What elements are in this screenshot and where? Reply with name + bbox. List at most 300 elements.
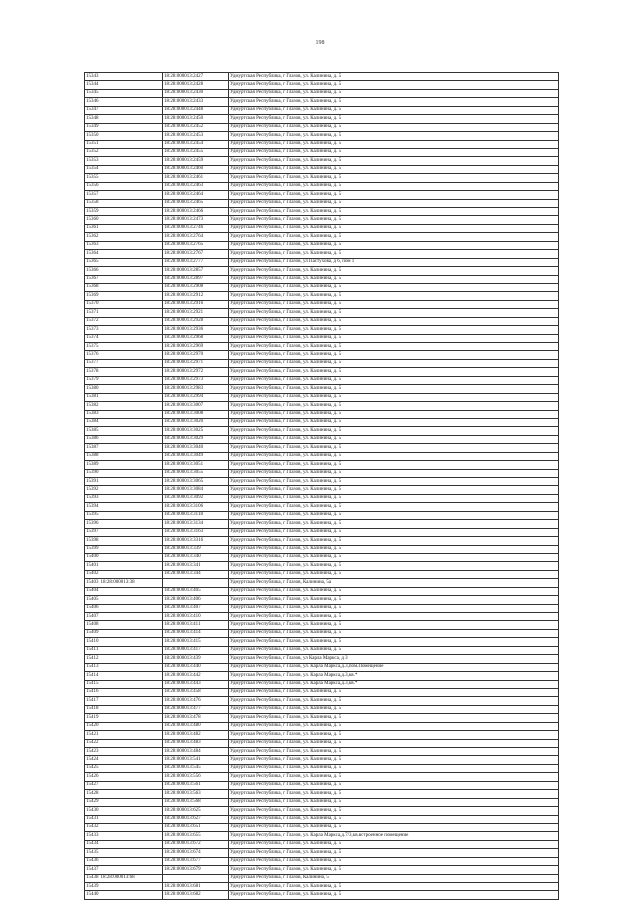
table-row bbox=[85, 520, 559, 528]
cadastral-number-cell: 18:28:000013:3092 bbox=[163, 494, 229, 502]
address-cell: Удмуртская Республика, г Глазов, ул. Калинина, д. 5 bbox=[229, 520, 559, 528]
record-number-cell bbox=[85, 655, 163, 663]
table-row bbox=[85, 857, 559, 865]
record-number-cell bbox=[85, 528, 163, 536]
record-number: 15346 bbox=[86, 98, 99, 104]
record-number: 15436 bbox=[86, 858, 99, 864]
record-number: 15371 bbox=[86, 309, 99, 315]
cadastral-number-cell: 18:28:000013:3049 bbox=[163, 452, 229, 460]
record-number-cell bbox=[85, 309, 163, 317]
table-row bbox=[85, 300, 559, 308]
cadastral-number-cell: 18:28:000013:2971 bbox=[163, 359, 229, 367]
table-row bbox=[85, 309, 559, 317]
record-number-cell bbox=[85, 815, 163, 823]
cadastral-number-cell: 18:28:000013:344 bbox=[163, 570, 229, 578]
table-row bbox=[85, 680, 559, 688]
record-number-cell bbox=[85, 165, 163, 173]
table-row bbox=[85, 89, 559, 97]
record-number-cell bbox=[85, 81, 163, 89]
cadastral-number-cell: 18:28:000013:2427 bbox=[163, 73, 229, 81]
record-number-cell bbox=[85, 469, 163, 477]
address-cell: Удмуртская Республика, г Глазов, ул. Калинина, д. 5 bbox=[229, 823, 559, 831]
address-cell: Удмуртская Республика, г Глазов, ул. Калинина, д. 5 bbox=[229, 250, 559, 258]
record-number: 15361 bbox=[86, 225, 99, 231]
record-number: 15400 bbox=[86, 554, 99, 560]
cadastral-number-cell: 18:28:000013:410 bbox=[163, 613, 229, 621]
record-number-cell bbox=[85, 587, 163, 595]
record-number-cell bbox=[85, 115, 163, 123]
cadastral-number-cell: 18:28:000013:2983 bbox=[163, 385, 229, 393]
cadastral-number-cell: 18:28:000013:2764 bbox=[163, 233, 229, 241]
record-number-cell bbox=[85, 250, 163, 258]
record-number: 15359 bbox=[86, 208, 99, 214]
cadastral-number-cell: 18:28:000013:2453 bbox=[163, 132, 229, 140]
record-number: 15431 bbox=[86, 816, 99, 822]
cadastral-number-cell: 18:28:000013:2968 bbox=[163, 334, 229, 342]
record-number-cell bbox=[85, 73, 163, 81]
cadastral-number-cell: 18:28:000013:2459 bbox=[163, 157, 229, 165]
record-number: 15402 bbox=[86, 571, 99, 577]
address-cell: Удмуртская Республика, г Глазов, ул. Калинина, д. 5 bbox=[229, 857, 559, 865]
table-row bbox=[85, 511, 559, 519]
record-number-cell bbox=[85, 326, 163, 334]
table-row bbox=[85, 224, 559, 232]
record-number-cell bbox=[85, 570, 163, 578]
record-number-cell bbox=[85, 629, 163, 637]
record-number-cell bbox=[85, 562, 163, 570]
address-cell: Удмуртская Республика, г Глазов, ул. Калинина, д. 5 bbox=[229, 840, 559, 848]
cadastral-number-cell: 18:28:000013:3008 bbox=[163, 410, 229, 418]
record-number-cell bbox=[85, 790, 163, 798]
record-number: 15385 bbox=[86, 427, 99, 433]
record-number-cell bbox=[85, 672, 163, 680]
cadastral-number-cell: 18:28:000013:405 bbox=[163, 587, 229, 595]
address-cell: Удмуртская Республика, г Глазов, ул. Калинина, д. 5 bbox=[229, 435, 559, 443]
cadastral-number-cell: 18:28:000013:483 bbox=[163, 739, 229, 747]
address-cell: Удмуртская Республика, г Глазов, ул. Калинина, д. 5 bbox=[229, 199, 559, 207]
address-cell: Удмуртская Республика, г Глазов, Калинина, 5 bbox=[229, 874, 559, 882]
address-cell: Удмуртская Республика, г Глазов, ул. Калинина, д. 5 bbox=[229, 241, 559, 249]
record-number: 15348 bbox=[86, 115, 99, 121]
address-cell: Удмуртская Республика, г Глазов, ул. Калинина, д. 5 bbox=[229, 402, 559, 410]
record-number-cell bbox=[85, 444, 163, 452]
record-number-cell bbox=[85, 604, 163, 612]
record-number: 15401 bbox=[86, 562, 99, 568]
cadastral-number-cell: 18:28:000013:2972 bbox=[163, 368, 229, 376]
table-row bbox=[85, 722, 559, 730]
address-cell: Удмуртская Республика, г Глазов, ул. Калинина, д. 5 bbox=[229, 334, 559, 342]
record-number: 15387 bbox=[86, 444, 99, 450]
cadastral-number-cell: 18:28:000013:679 bbox=[163, 866, 229, 874]
record-number-cell bbox=[85, 545, 163, 553]
record-number-cell bbox=[85, 697, 163, 705]
cadastral-number-cell: 18:28:000013:3040 bbox=[163, 444, 229, 452]
record-number-cell bbox=[85, 807, 163, 815]
record-number: 15350 bbox=[86, 132, 99, 138]
address-cell: Удмуртская Республика, г Глазов, ул. Калинина, д. 5 bbox=[229, 545, 559, 553]
address-cell: Удмуртская Республика, г Глазов, ул. Калинина, д. 5 bbox=[229, 89, 559, 97]
address-cell: Удмуртская Республика, г Глазов, ул. Калинина, д. 5 bbox=[229, 132, 559, 140]
address-cell: Удмуртская Республика, г Глазов, ул. Калинина, д. 5 bbox=[229, 444, 559, 452]
address-cell: Удмуртская Республика, г Глазов, ул. Калинина, д. 5 bbox=[229, 376, 559, 384]
address-cell: Удмуртская Республика, г Глазов, ул. Калинина, д. 5 bbox=[229, 705, 559, 713]
record-number: 15384 bbox=[86, 419, 99, 425]
table-row bbox=[85, 182, 559, 190]
record-number: 15395 bbox=[86, 512, 99, 518]
cadastral-number-cell: 18:28:000013:627 bbox=[163, 815, 229, 823]
cadastral-number-cell: 18:28:000013:3316 bbox=[163, 537, 229, 545]
cadastral-number-cell: 18:28:000013:3065 bbox=[163, 478, 229, 486]
address-cell: Удмуртская Республика, г Глазов, ул. Калинина, д. 5 bbox=[229, 115, 559, 123]
record-number-cell bbox=[85, 764, 163, 772]
record-number-cell bbox=[85, 714, 163, 722]
record-number-cell bbox=[85, 596, 163, 604]
table-row bbox=[85, 283, 559, 291]
record-number-cell bbox=[85, 452, 163, 460]
table-row bbox=[85, 553, 559, 561]
record-number: 15365 bbox=[86, 259, 99, 265]
address-cell: Удмуртская Республика, г Глазов, ул. Калинина, д. 5 bbox=[229, 697, 559, 705]
address-cell: Удмуртская Республика, г Глазов, ул. Калинина, д. 5 bbox=[229, 368, 559, 376]
cadastral-number-cell: 18:28:000013:480 bbox=[163, 722, 229, 730]
address-cell: Удмуртская Республика, г Глазов, ул. Калинина, д. 5 bbox=[229, 613, 559, 621]
cadastral-number-cell: 18:28:000013:677 bbox=[163, 857, 229, 865]
record-number: 15382 bbox=[86, 402, 99, 408]
cadastral-number-cell: 18:28:000013:2465 bbox=[163, 199, 229, 207]
record-number: 15420 bbox=[86, 723, 99, 729]
record-number-cell bbox=[85, 199, 163, 207]
record-number-cell bbox=[85, 376, 163, 384]
address-cell: Удмуртская Республика, г Глазов, ул. Калинина, д. 5 bbox=[229, 233, 559, 241]
record-number-cell bbox=[85, 216, 163, 224]
address-cell: Удмуртская Республика, г Глазов, ул. Калинина, д. 5 bbox=[229, 883, 559, 891]
address-cell: Удмуртская Республика, г Глазов, ул. Калинина, д. 5 bbox=[229, 73, 559, 81]
address-cell: Удмуртская Республика, г Глазов, ул. Калинина, д. 5 bbox=[229, 98, 559, 106]
address-cell: Удмуртская Республика, г Глазов, ул. Калинина, д. 5 bbox=[229, 393, 559, 401]
table-row bbox=[85, 798, 559, 806]
previous-cadastral-number: 18:28:000013:68 bbox=[100, 875, 135, 881]
cadastral-number-cell: 18:28:000013:476 bbox=[163, 697, 229, 705]
record-number-cell bbox=[85, 461, 163, 469]
record-number: 15373 bbox=[86, 326, 99, 332]
record-number: 15404 bbox=[86, 588, 99, 594]
record-number: 15393 bbox=[86, 495, 99, 501]
table-row bbox=[85, 714, 559, 722]
cadastral-number-cell: 18:28:000013:2994 bbox=[163, 393, 229, 401]
record-number: 15345 bbox=[86, 90, 99, 96]
record-number: 15408 bbox=[86, 621, 99, 627]
record-number-cell bbox=[85, 840, 163, 848]
table-row bbox=[85, 292, 559, 300]
address-cell: Удмуртская Республика, г Глазов, ул. Калинина, д. 5 bbox=[229, 123, 559, 131]
table-row bbox=[85, 579, 559, 587]
cadastral-number-cell: 18:28:000013:2936 bbox=[163, 326, 229, 334]
cadastral-number-cell: 18:28:000013:443 bbox=[163, 680, 229, 688]
record-number-cell bbox=[85, 283, 163, 291]
table-row bbox=[85, 132, 559, 140]
record-number: 15440 bbox=[86, 891, 99, 897]
record-number: 15378 bbox=[86, 368, 99, 374]
cadastral-number-cell: 18:28:000013:2765 bbox=[163, 241, 229, 249]
table-row bbox=[85, 317, 559, 325]
record-number: 15409 bbox=[86, 630, 99, 636]
table-row bbox=[85, 393, 559, 401]
table-row bbox=[85, 613, 559, 621]
record-number-cell bbox=[85, 798, 163, 806]
table-row bbox=[85, 343, 559, 351]
address-cell: Удмуртская Республика, г Глазов, ул. Калинина, д. 5 bbox=[229, 528, 559, 536]
record-number: 15389 bbox=[86, 461, 99, 467]
table-row bbox=[85, 748, 559, 756]
address-cell: Удмуртская Республика, г Глазов, ул. Калинина, д. 5 bbox=[229, 503, 559, 511]
address-cell: Удмуртская Республика, г Глазов, ул. Калинина, д. 5 bbox=[229, 174, 559, 182]
address-cell: Удмуртская Республика, г Глазов, ул. Калинина, д. 5 bbox=[229, 570, 559, 578]
previous-cadastral-number: 18:28:000013:38 bbox=[100, 579, 135, 585]
table-row bbox=[85, 672, 559, 680]
address-cell: Удмуртская Республика, г Глазов, ул. Калинина, д. 5 bbox=[229, 629, 559, 637]
table-row bbox=[85, 444, 559, 452]
cadastral-number-cell: 18:28:000013:484 bbox=[163, 748, 229, 756]
record-number: 15364 bbox=[86, 250, 99, 256]
cadastral-number-cell: 18:28:000013:3134 bbox=[163, 520, 229, 528]
record-number: 15376 bbox=[86, 351, 99, 357]
record-number: 15421 bbox=[86, 731, 99, 737]
record-number: 15426 bbox=[86, 773, 99, 779]
record-number: 15358 bbox=[86, 200, 99, 206]
cadastral-number-cell: 18:28:000013:2454 bbox=[163, 140, 229, 148]
record-number-cell bbox=[85, 267, 163, 275]
cadastral-number-cell: 18:28:000013:655 bbox=[163, 832, 229, 840]
record-number-cell bbox=[85, 157, 163, 165]
record-number: 15383 bbox=[86, 411, 99, 417]
record-number: 15405 bbox=[86, 596, 99, 602]
address-cell: Удмуртская Республика, г Глазов, ул. Калинина, д. 5 bbox=[229, 216, 559, 224]
table-row bbox=[85, 368, 559, 376]
table-row bbox=[85, 832, 559, 840]
cadastral-number-cell: 18:28:000013:406 bbox=[163, 596, 229, 604]
table-row bbox=[85, 866, 559, 874]
cadastral-number-cell: 18:28:000013:2921 bbox=[163, 309, 229, 317]
record-number: 15363 bbox=[86, 242, 99, 248]
table-row bbox=[85, 705, 559, 713]
cadastral-number-cell: 18:28:000013:477 bbox=[163, 705, 229, 713]
cadastral-number-cell: 18:28:000013:2460 bbox=[163, 165, 229, 173]
record-number: 15355 bbox=[86, 174, 99, 180]
table-row bbox=[85, 106, 559, 114]
table-row bbox=[85, 562, 559, 570]
record-number: 15372 bbox=[86, 318, 99, 324]
cadastral-number-cell: 18:28:000013:2430 bbox=[163, 89, 229, 97]
table-row bbox=[85, 697, 559, 705]
record-number-cell bbox=[85, 781, 163, 789]
address-cell: Удмуртская Республика, г Глазов, ул. Калинина, д. 5 bbox=[229, 638, 559, 646]
address-cell: Удмуртская Республика, г Глазов, ул. Калинина, д. 5 bbox=[229, 326, 559, 334]
record-number: 15398 bbox=[86, 537, 99, 543]
record-number-cell bbox=[85, 849, 163, 857]
cadastral-number-cell: 18:28:000013:3084 bbox=[163, 486, 229, 494]
table-row bbox=[85, 790, 559, 798]
page-number: 198 bbox=[315, 40, 325, 46]
record-number-cell bbox=[85, 182, 163, 190]
table-row bbox=[85, 891, 559, 899]
table-row bbox=[85, 385, 559, 393]
address-cell: Удмуртская Республика, г Глазов, ул. Калинина, д. 5 bbox=[229, 486, 559, 494]
record-number-cell bbox=[85, 756, 163, 764]
record-number: 15379 bbox=[86, 377, 99, 383]
cadastral-number-cell: 18:28:000013:563 bbox=[163, 790, 229, 798]
address-cell: Удмуртская Республика, г Глазов, ул. Калинина, д. 5 bbox=[229, 410, 559, 418]
record-number: 15396 bbox=[86, 520, 99, 526]
cadastral-number-cell: 18:28:000013:340 bbox=[163, 553, 229, 561]
cadastral-number-cell: 18:28:000013:3163 bbox=[163, 528, 229, 536]
record-number-cell bbox=[85, 688, 163, 696]
cadastral-number-cell: 18:28:000013:3118 bbox=[163, 511, 229, 519]
address-cell: Удмуртская Республика, г Глазов, ул. Калинина, д. 5 bbox=[229, 562, 559, 570]
record-number-cell bbox=[85, 705, 163, 713]
table-row bbox=[85, 334, 559, 342]
record-number-cell bbox=[85, 191, 163, 199]
table-row bbox=[85, 587, 559, 595]
table-row bbox=[85, 663, 559, 671]
address-cell: Удмуртская Республика, г Глазов, ул. Калинина, д. 5 bbox=[229, 140, 559, 148]
cadastral-number-cell: 18:28:000013:2433 bbox=[163, 98, 229, 106]
table-row bbox=[85, 418, 559, 426]
record-number-cell bbox=[85, 832, 163, 840]
table-row bbox=[85, 81, 559, 89]
record-number-cell bbox=[85, 494, 163, 502]
record-number: 15438 bbox=[86, 875, 99, 881]
record-number: 15344 bbox=[86, 81, 99, 87]
table-row bbox=[85, 621, 559, 629]
address-cell: Удмуртская Республика, г Глазов, ул. Калинина, д. 5 bbox=[229, 596, 559, 604]
table-row bbox=[85, 402, 559, 410]
address-cell: Удмуртская Республика, г Глазов, ул. Калинина, д. 5 bbox=[229, 283, 559, 291]
record-number-cell bbox=[85, 646, 163, 654]
address-cell: Удмуртская Республика, г Глазов, ул. Калинина, д. 5 bbox=[229, 359, 559, 367]
address-cell: Удмуртская Республика, г Глазов, ул. Калинина, д. 5 bbox=[229, 790, 559, 798]
address-cell: Удмуртская Республика, г Глазов, ул. Калинина, д. 5 bbox=[229, 418, 559, 426]
table-row bbox=[85, 115, 559, 123]
record-number: 15368 bbox=[86, 284, 99, 290]
table-row bbox=[85, 604, 559, 612]
cadastral-number-cell: 18:28:000013:3055 bbox=[163, 469, 229, 477]
address-cell: Удмуртская Республика, г Глазов, ул. Калинина, д. 5 bbox=[229, 292, 559, 300]
record-number: 15391 bbox=[86, 478, 99, 484]
address-cell: Удмуртская Республика, г Глазов, ул. Калинина, д. 5 bbox=[229, 275, 559, 283]
record-number-cell bbox=[85, 241, 163, 249]
record-number: 15374 bbox=[86, 335, 99, 341]
record-number: 15430 bbox=[86, 807, 99, 813]
address-cell: Удмуртская Республика, г Глазов, ул. Калинина, д. 5 bbox=[229, 688, 559, 696]
address-cell: Удмуртская Республика, г Глазов, ул. Калинина, д. 5 bbox=[229, 351, 559, 359]
address-cell: Удмуртская Республика, г Глазов, ул. Калинина, д. 5 bbox=[229, 309, 559, 317]
record-number: 15388 bbox=[86, 453, 99, 459]
table-row bbox=[85, 486, 559, 494]
record-number: 15397 bbox=[86, 529, 99, 535]
cadastral-number-cell: 18:28:000013:2466 bbox=[163, 208, 229, 216]
record-number: 15386 bbox=[86, 436, 99, 442]
record-number: 15403 bbox=[86, 579, 99, 585]
record-number: 15422 bbox=[86, 740, 99, 746]
record-number: 15354 bbox=[86, 166, 99, 172]
record-number: 15435 bbox=[86, 849, 99, 855]
cadastral-number-cell: 18:28:000013:2473 bbox=[163, 216, 229, 224]
record-number-cell bbox=[85, 823, 163, 831]
address-cell: Удмуртская Республика, г Глазов, ул. Калинина, д. 5 bbox=[229, 224, 559, 232]
cadastral-number-cell: 18:28:000013:3029 bbox=[163, 435, 229, 443]
table-row bbox=[85, 258, 559, 266]
record-number: 15418 bbox=[86, 706, 99, 712]
record-number-cell bbox=[85, 368, 163, 376]
record-number: 15407 bbox=[86, 613, 99, 619]
record-number: 15343 bbox=[86, 73, 99, 79]
address-cell: Удмуртская Республика, г Глазов, ул. Калинина, д. 5 bbox=[229, 849, 559, 857]
record-number: 15424 bbox=[86, 756, 99, 762]
table-row bbox=[85, 98, 559, 106]
record-number-cell bbox=[85, 174, 163, 182]
address-cell: Удмуртская Республика, г Глазов, Калинина, 5а bbox=[229, 579, 559, 587]
record-number: 15381 bbox=[86, 394, 99, 400]
address-cell: Удмуртская Республика, г Глазов, ул. Калинина, д. 5 bbox=[229, 106, 559, 114]
table-row bbox=[85, 250, 559, 258]
table-row bbox=[85, 840, 559, 848]
cadastral-number-cell bbox=[163, 874, 229, 882]
address-cell: Удмуртская Республика, г Глазов, ул. Калинина, д. 5 bbox=[229, 452, 559, 460]
record-number-cell bbox=[85, 410, 163, 418]
record-number: 15352 bbox=[86, 149, 99, 155]
record-number: 15437 bbox=[86, 866, 99, 872]
table-row bbox=[85, 655, 559, 663]
table-row bbox=[85, 469, 559, 477]
record-number-cell bbox=[85, 638, 163, 646]
cadastral-number-cell: 18:28:000013:2908 bbox=[163, 283, 229, 291]
table-row bbox=[85, 351, 559, 359]
cadastral-number-cell: 18:28:000013:2461 bbox=[163, 174, 229, 182]
record-number: 15380 bbox=[86, 385, 99, 391]
cadastral-number-cell: 18:28:000013:3051 bbox=[163, 461, 229, 469]
record-number-cell bbox=[85, 722, 163, 730]
cadastral-number-cell: 18:28:000013:2857 bbox=[163, 267, 229, 275]
record-number-cell bbox=[85, 351, 163, 359]
address-cell: Удмуртская Республика, г Глазов, ул. Калинина, д. 5 bbox=[229, 587, 559, 595]
record-number-cell bbox=[85, 621, 163, 629]
record-number: 15425 bbox=[86, 765, 99, 771]
table-row bbox=[85, 545, 559, 553]
cadastral-number-cell: 18:28:000013:2897 bbox=[163, 275, 229, 283]
table-row bbox=[85, 376, 559, 384]
record-number: 15432 bbox=[86, 824, 99, 830]
record-number-cell bbox=[85, 359, 163, 367]
record-number: 15423 bbox=[86, 748, 99, 754]
registry-table-body bbox=[85, 73, 559, 900]
cadastral-number-cell: 18:28:000013:3020 bbox=[163, 418, 229, 426]
table-row bbox=[85, 596, 559, 604]
record-number-cell bbox=[85, 427, 163, 435]
cadastral-number-cell: 18:28:000013:561 bbox=[163, 781, 229, 789]
record-number: 15367 bbox=[86, 276, 99, 282]
address-cell: Удмуртская Республика, г Глазов, ул. Калинина, д. 5 bbox=[229, 511, 559, 519]
address-cell: Удмуртская Республика, г Глазов, ул Карла Маркса, д 3 bbox=[229, 655, 559, 663]
record-number-cell bbox=[85, 613, 163, 621]
address-cell: Удмуртская Республика, г Глазов, ул Пастухова, д 6, пом 1 bbox=[229, 258, 559, 266]
record-number-cell bbox=[85, 857, 163, 865]
cadastral-number-cell: 18:28:000013:2969 bbox=[163, 343, 229, 351]
record-number-cell bbox=[85, 739, 163, 747]
record-number: 15429 bbox=[86, 799, 99, 805]
record-number-cell bbox=[85, 292, 163, 300]
cadastral-number-cell: 18:28:000013:458 bbox=[163, 688, 229, 696]
record-number: 15369 bbox=[86, 292, 99, 298]
